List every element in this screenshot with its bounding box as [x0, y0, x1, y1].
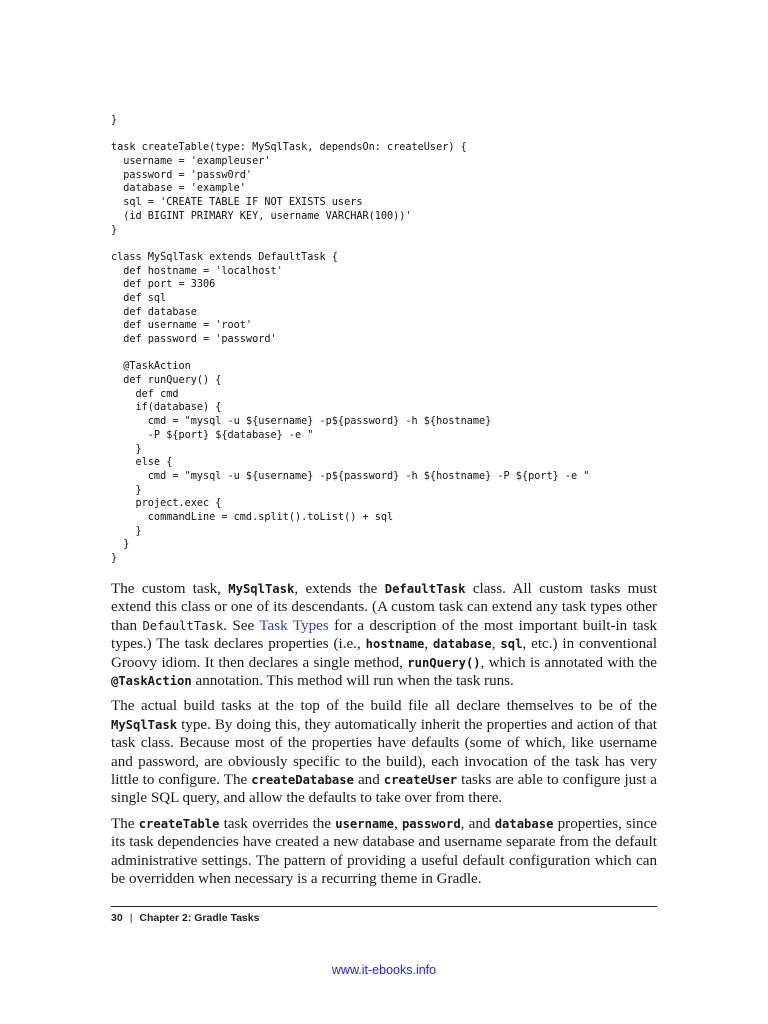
code-line — [111, 237, 589, 251]
code-line — [111, 347, 589, 361]
code-line: if(database) { — [111, 402, 222, 414]
code-line: def port = 3306 — [111, 279, 216, 291]
code-line: } — [111, 553, 118, 564]
footer-separator: | — [129, 912, 133, 924]
code-line: def runQuery() { — [111, 375, 222, 387]
footer-divider — [111, 906, 657, 907]
code-line: class MySqlTask extends DefaultTask { — [111, 251, 338, 263]
text: , — [491, 636, 501, 653]
paragraph-2 — [111, 697, 657, 807]
text: class. All custom tasks must extend this class or one of its descendants. (A custom task can extend any task types other than — [111, 581, 657, 634]
body-text — [111, 580, 657, 896]
code-line — [111, 128, 589, 142]
text: annotation. This method will run when the task runs. — [191, 673, 514, 690]
paragraph-1 — [111, 580, 657, 690]
text: , extends the — [294, 581, 385, 597]
code-line: } — [111, 115, 118, 126]
code-line: cmd = "mysql -u ${username} -p${password} -h ${hostname} — [111, 416, 492, 428]
code-line: def password = 'password' — [111, 334, 277, 345]
code-line: project.exec { — [111, 498, 222, 510]
page-footer — [111, 912, 259, 924]
chapter-title: Chapter 2: Gradle Tasks — [139, 912, 260, 924]
text: The — [111, 815, 139, 832]
inline-code: sql — [500, 637, 523, 652]
code-line: } — [111, 539, 130, 551]
code-line: def sql — [111, 292, 167, 304]
inline-code: createDatabase — [251, 773, 354, 788]
text: task overrides the — [219, 815, 336, 832]
text: The actual build tasks at the top of the build file all declare themselves to be of the — [111, 698, 657, 715]
inline-code: hostname — [365, 637, 425, 652]
inline-code: createTable — [138, 816, 220, 831]
inline-code: password — [401, 816, 461, 831]
inline-code: database — [433, 637, 492, 652]
inline-code: DefaultTask — [142, 618, 224, 633]
inline-code: MySqlTask — [228, 582, 295, 596]
text: , — [424, 636, 434, 653]
code-line: task createTable(type: MySqlTask, dependsOn: createUser) { — [111, 142, 467, 154]
paragraph-3 — [111, 815, 657, 889]
code-line: -P ${port} ${database} -e " — [111, 429, 314, 441]
inline-code: DefaultTask — [384, 582, 466, 596]
inline-code: createUser — [383, 773, 458, 788]
code-line: database = 'example' — [111, 183, 246, 195]
code-line: else { — [111, 457, 173, 469]
code-line: def database — [111, 306, 197, 318]
inline-code: @TaskAction — [111, 674, 192, 689]
code-line: username = 'exampleuser' — [111, 156, 271, 168]
inline-code: database — [494, 816, 554, 831]
code-line: } — [111, 224, 118, 236]
text: , etc.) in conventional Groovy idiom. It then declares a single method, — [111, 636, 658, 671]
text: . See — [223, 617, 260, 634]
text: for a description of the most important built-in task types.) The task declares properties (i.e., — [111, 617, 658, 653]
code-line: @TaskAction — [111, 361, 191, 373]
code-line: } — [111, 443, 142, 455]
inline-code: MySqlTask — [111, 717, 178, 732]
text: , which is annotated with the — [480, 654, 658, 671]
task-types-link[interactable]: Task Types — [259, 617, 329, 634]
text: , — [393, 815, 402, 832]
inline-code: runQuery() — [407, 655, 481, 670]
code-line: } — [111, 484, 142, 496]
text: tasks are able to configure just a single SQL query, and allow the defaults to take over from there. — [111, 772, 657, 807]
code-line: def cmd — [111, 388, 179, 400]
watermark-link[interactable]: www.it-ebooks.info — [331, 963, 437, 977]
text: type. By doing this, they automatically inherit the properties and action of that task class. Because most of the properties have defaults (some of which, like username and password, are obviously specific to the build), each invocation of the task has very little to configure. The — [111, 716, 657, 789]
code-line: sql = 'CREATE TABLE IF NOT EXISTS users — [111, 197, 363, 209]
code-listing — [111, 114, 589, 566]
inline-code: username — [335, 816, 394, 831]
code-line: commandLine = cmd.split().toList() + sql — [111, 511, 394, 523]
code-line: password = 'passw0rd' — [111, 169, 253, 181]
code-line: cmd = "mysql -u ${username} -p${password} -h ${hostname} -P ${port} -e " — [111, 470, 590, 482]
text: and — [353, 772, 384, 789]
code-line: (id BIGINT PRIMARY KEY, username VARCHAR(100))' — [111, 210, 412, 222]
text: properties, since its task dependencies have created a new database and username separate from the default administrative settings. The pattern of providing a useful default configuration which can be overridden when necessary is a recurring theme in Gradle. — [111, 815, 658, 888]
code-line: } — [111, 525, 142, 537]
text: , and — [460, 815, 495, 832]
code-line: def username = 'root' — [111, 320, 253, 332]
code-line: def hostname = 'localhost' — [111, 265, 283, 277]
text: The custom task, — [111, 581, 229, 597]
page-number: 30 — [111, 912, 123, 924]
